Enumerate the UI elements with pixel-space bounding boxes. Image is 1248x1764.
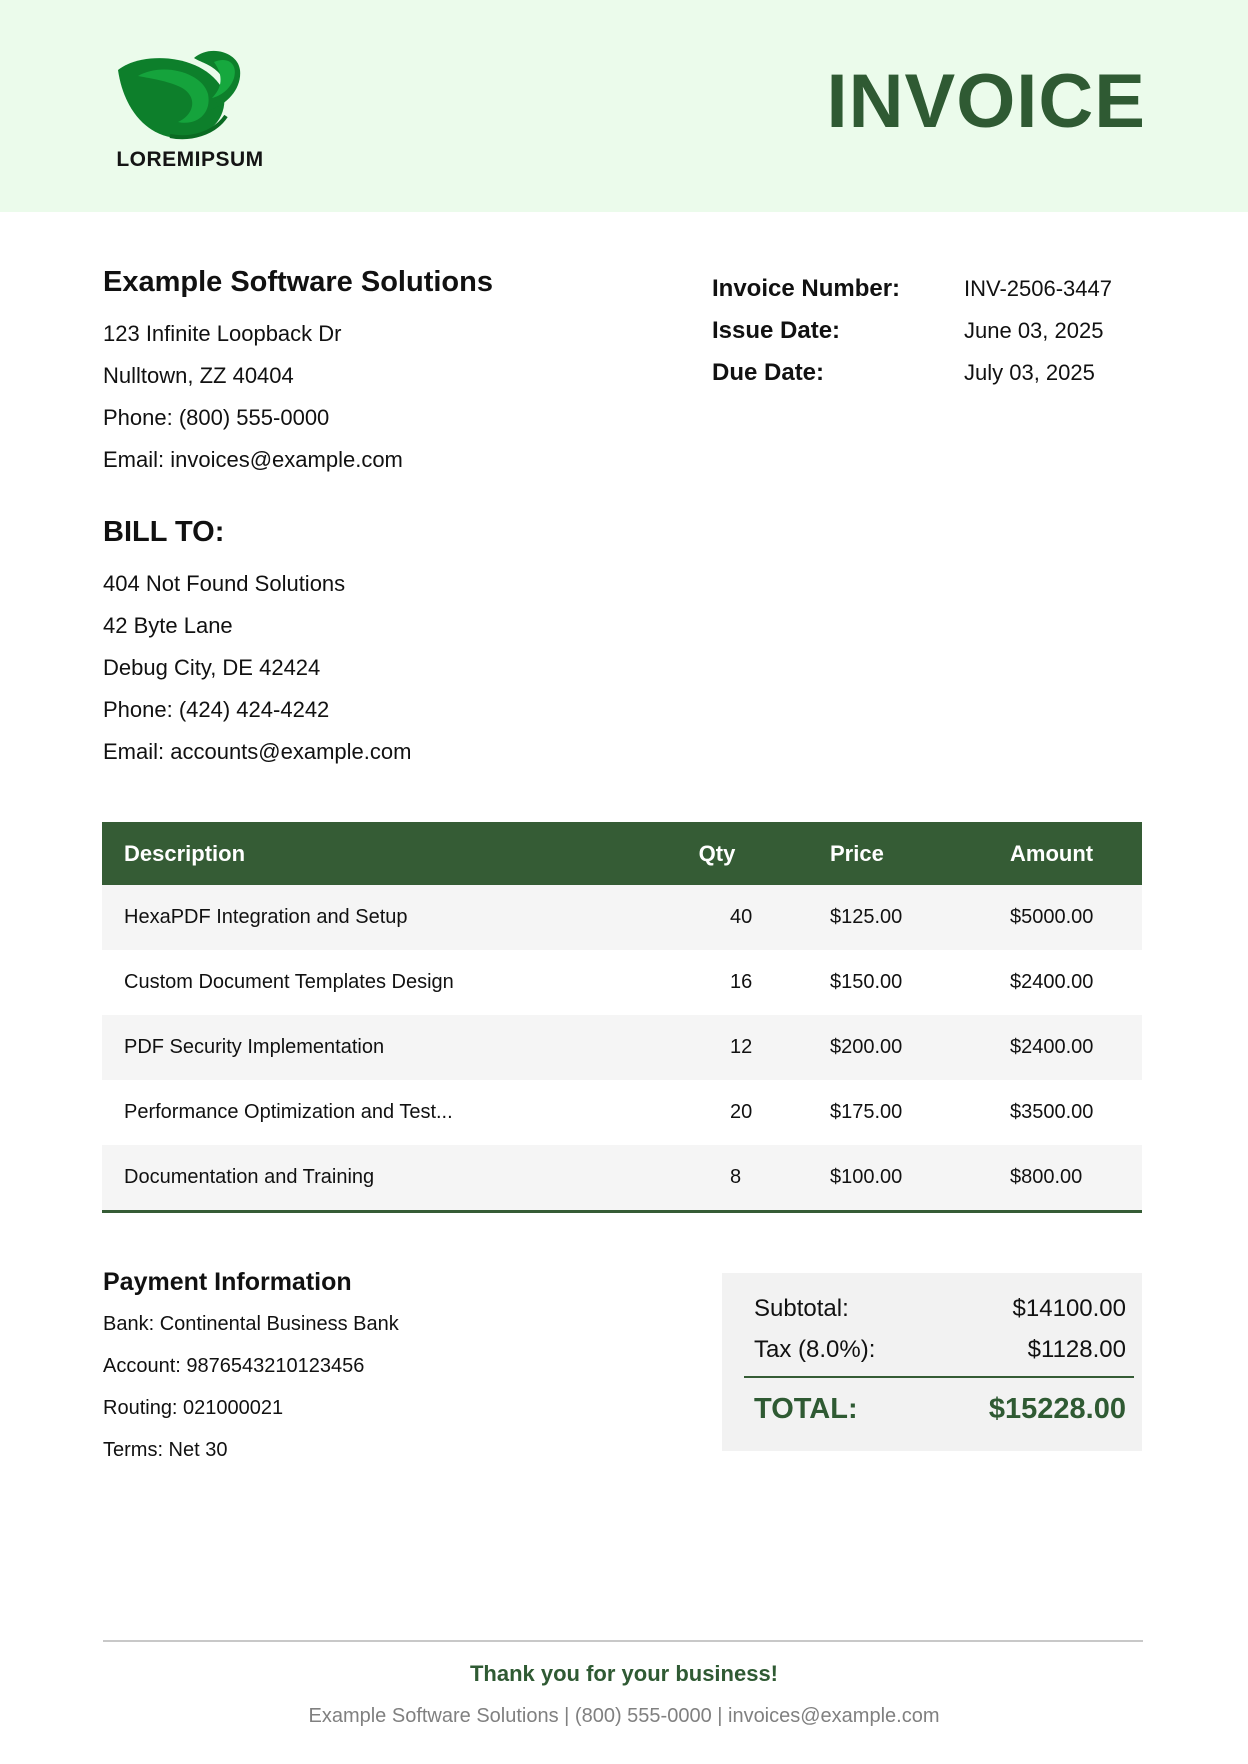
table-row	[102, 885, 1142, 950]
company-info	[103, 266, 493, 481]
company-logo	[110, 48, 270, 178]
total-value: $15228.00	[988, 1393, 1126, 1425]
subtotal-value: $14100.00	[1012, 1295, 1126, 1322]
item-amount: $2400.00	[1010, 1036, 1094, 1058]
item-amount: $800.00	[1010, 1166, 1083, 1188]
logo-text: LOREMIPSUM	[116, 148, 264, 171]
item-qty: 16	[730, 971, 753, 993]
totals-divider	[744, 1376, 1134, 1378]
company-address-line-1: 123 Infinite Loopback Dr	[103, 321, 342, 346]
item-description: Performance Optimization and Test...	[124, 1101, 453, 1123]
header-amount: Amount	[1010, 840, 1094, 866]
item-description: Custom Document Templates Design	[124, 971, 454, 993]
total-row	[754, 1393, 1126, 1426]
company-phone: Phone: (800) 555-0000	[103, 405, 330, 430]
item-amount: $5000.00	[1010, 906, 1094, 928]
footer-divider	[103, 1640, 1143, 1642]
table-row	[102, 1080, 1142, 1145]
items-table-body	[102, 885, 1142, 1210]
table-row	[102, 1015, 1142, 1080]
payment-routing: Routing: 021000021	[103, 1397, 284, 1419]
payment-info	[103, 1268, 399, 1471]
item-qty: 40	[730, 906, 753, 928]
header-price: Price	[830, 840, 884, 866]
item-qty: 20	[730, 1101, 753, 1123]
item-qty: 12	[730, 1036, 753, 1058]
subtotal-label: Subtotal:	[754, 1295, 849, 1322]
tax-label: Tax (8.0%):	[754, 1336, 876, 1363]
invoice-title: INVOICE	[826, 59, 1146, 144]
footer-contact: Example Software Solutions | (800) 555-0000 | invoices@example.com	[308, 1705, 940, 1727]
invoice-meta	[712, 268, 1152, 394]
item-amount: $2400.00	[1010, 971, 1094, 993]
payment-bank: Bank: Continental Business Bank	[103, 1313, 399, 1335]
bill-to-phone: Phone: (424) 424-4242	[103, 697, 330, 722]
totals-box	[722, 1273, 1142, 1451]
bill-to-address-line-2: Debug City, DE 42424	[103, 655, 321, 680]
due-date-value: July 03, 2025	[964, 360, 1095, 385]
payment-terms: Terms: Net 30	[103, 1439, 228, 1461]
tax-row	[754, 1336, 1126, 1364]
table-row	[102, 950, 1142, 1015]
total-label: TOTAL:	[754, 1393, 858, 1425]
header-qty: Qty	[698, 840, 736, 866]
items-table	[102, 822, 1142, 1213]
bill-to	[103, 516, 411, 773]
invoice-number-value: INV-2506-3447	[964, 276, 1112, 301]
item-price: $100.00	[830, 1166, 903, 1188]
invoice-number-row	[712, 268, 1152, 310]
due-date-row	[712, 352, 1152, 394]
subtotal-row	[754, 1295, 1126, 1323]
table-row	[102, 1145, 1142, 1210]
item-price: $150.00	[830, 971, 903, 993]
issue-date-row	[712, 310, 1152, 352]
payment-title: Payment Information	[103, 1268, 352, 1296]
company-address-line-2: Nulltown, ZZ 40404	[103, 363, 294, 388]
item-description: PDF Security Implementation	[124, 1036, 385, 1058]
bill-to-name: 404 Not Found Solutions	[103, 571, 346, 596]
company-name: Example Software Solutions	[103, 266, 493, 298]
item-description: Documentation and Training	[124, 1166, 375, 1188]
issue-date-label: Issue Date:	[712, 317, 841, 344]
item-price: $175.00	[830, 1101, 903, 1123]
company-email: Email: invoices@example.com	[103, 447, 403, 472]
footer-thanks: Thank you for your business!	[469, 1661, 779, 1686]
item-price: $125.00	[830, 906, 903, 928]
bill-to-title: BILL TO:	[103, 516, 225, 548]
item-price: $200.00	[830, 1036, 903, 1058]
issue-date-value: June 03, 2025	[964, 318, 1104, 343]
item-description: HexaPDF Integration and Setup	[124, 906, 408, 928]
table-bottom-rule	[102, 1210, 1142, 1213]
leaf-logo-icon	[110, 48, 270, 148]
header-description: Description	[124, 840, 246, 866]
tax-value: $1128.00	[1027, 1336, 1126, 1363]
items-table-header	[102, 822, 1142, 885]
payment-account: Account: 9876543210123456	[103, 1355, 365, 1377]
bill-to-address-line-1: 42 Byte Lane	[103, 613, 233, 638]
bill-to-email: Email: accounts@example.com	[103, 739, 412, 764]
item-amount: $3500.00	[1010, 1101, 1094, 1123]
item-qty: 8	[730, 1166, 742, 1188]
invoice-number-label: Invoice Number:	[712, 275, 901, 302]
due-date-label: Due Date:	[712, 359, 825, 386]
